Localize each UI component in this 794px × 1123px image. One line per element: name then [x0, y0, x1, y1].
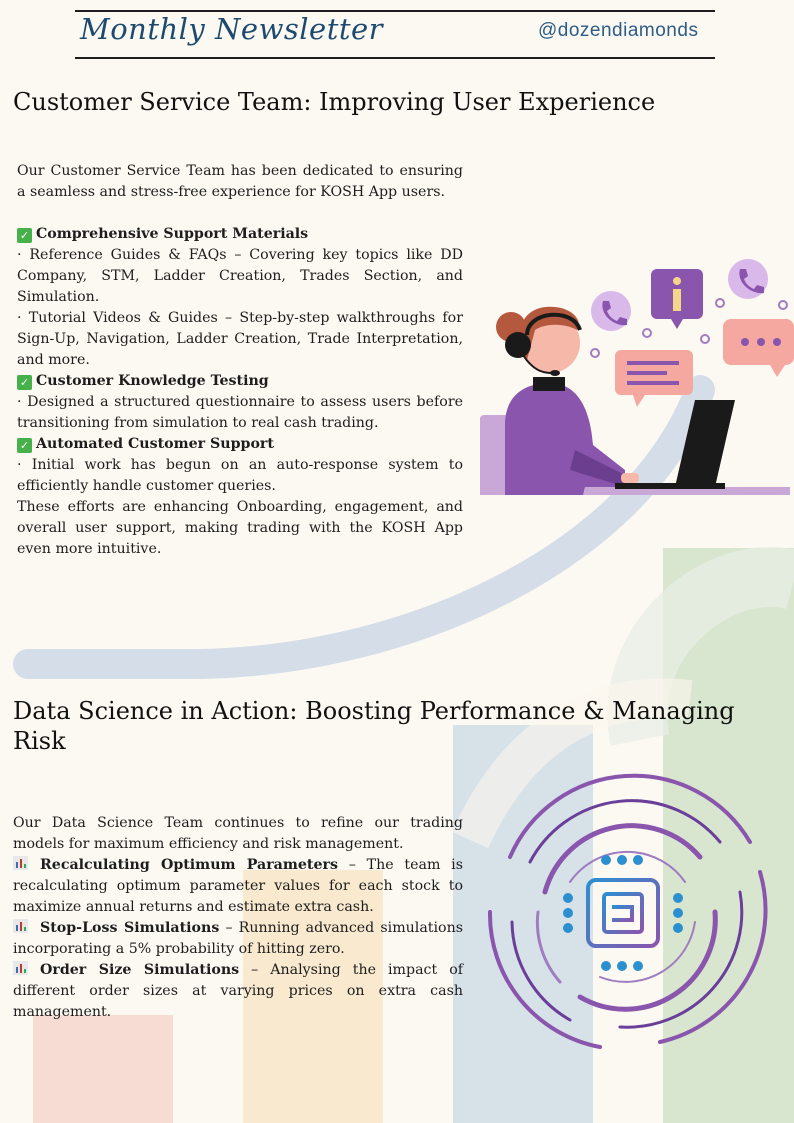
check-mark-icon: ✓	[17, 228, 32, 243]
item-text: – The team is recalculating optimum parameter values for each stock to maximize annual returns and estimate extra cash.	[13, 857, 463, 915]
item-text: – Running advanced simulations incorporating a 5% probability of hitting zero.	[13, 920, 463, 957]
item-text: – Analysing the impact of different order sizes at varying prices on extra cash management.	[13, 962, 463, 1020]
bar-chart-icon	[13, 856, 28, 870]
list-item	[17, 371, 463, 392]
item-heading: Customer Knowledge Testing	[36, 373, 269, 389]
chat-bubble-icon	[615, 350, 693, 407]
chat-bubble-icon	[723, 319, 794, 377]
check-mark-icon: ✓	[17, 438, 32, 453]
masthead-title: Monthly Newsletter	[80, 12, 384, 46]
list-item	[13, 918, 463, 960]
list-item	[17, 224, 463, 245]
section2-title: Data Science in Action: Boosting Performance & Managing Risk	[13, 697, 735, 755]
list-item-text: · Reference Guides & FAQs – Covering key topics like DD Company, STM, Ladder Creation, Trades Section, and Simulation.	[17, 247, 463, 305]
section1-closing: These efforts are enhancing Onboarding, engagement, and overall user support, making trading with the KOSH App even more intuitive.	[17, 499, 463, 557]
section2-body	[13, 813, 463, 1023]
list-item	[13, 960, 463, 1023]
item-heading: Comprehensive Support Materials	[36, 226, 309, 242]
section1-title: Customer Service Team: Improving User Experience	[13, 88, 656, 116]
customer-support-illustration	[465, 255, 794, 500]
phone-icon	[591, 291, 631, 331]
item-heading: Stop-Loss Simulations	[40, 920, 220, 936]
list-item-text: · Designed a structured questionnaire to assess users before transitioning from simulation to real cash trading.	[17, 394, 463, 431]
circuit-chip-icon	[572, 864, 674, 962]
list-item-text: · Initial work has begun on an auto-response system to efficiently handle customer queries.	[17, 457, 463, 494]
list-item-text: · Tutorial Videos & Guides – Step-by-step walkthroughs for Sign-Up, Navigation, Ladder Creation, Trade Interpretation, and more.	[17, 310, 463, 368]
section2-intro: Our Data Science Team continues to refine our trading models for maximum efficiency and risk management.	[13, 815, 463, 852]
list-item	[13, 855, 463, 918]
info-icon	[651, 269, 703, 329]
list-item	[17, 434, 463, 455]
section1-body	[17, 161, 463, 560]
check-mark-icon: ✓	[17, 375, 32, 390]
item-heading: Automated Customer Support	[36, 436, 274, 452]
bar-chart-icon	[13, 919, 28, 933]
social-handle: @dozendiamonds	[538, 20, 699, 41]
section1-intro: Our Customer Service Team has been dedicated to ensuring a seamless and stress-free experience for KOSH App users.	[17, 163, 463, 200]
circuit-chip-illustration	[470, 762, 790, 1062]
header-rule-bottom	[75, 57, 715, 59]
item-heading: Order Size Simulations	[40, 962, 240, 978]
item-heading: Recalculating Optimum Parameters	[40, 857, 338, 873]
bar-chart-icon	[13, 961, 28, 975]
phone-icon	[728, 259, 768, 299]
